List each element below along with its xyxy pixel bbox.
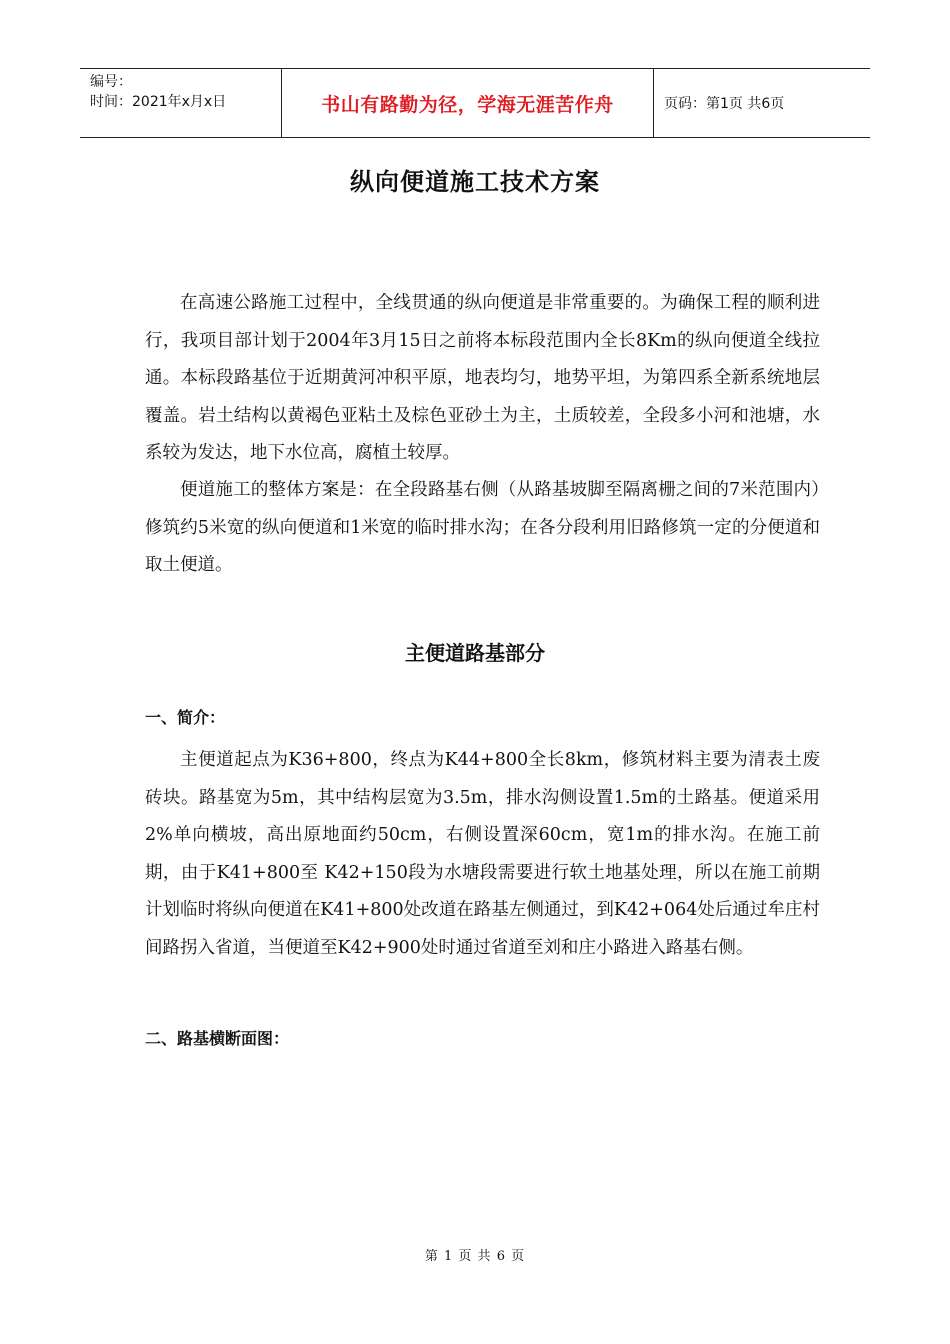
document-title: 纵向便道施工技术方案 bbox=[350, 168, 600, 196]
header-motto-cell bbox=[281, 69, 654, 137]
subheading-intro: 一、简介： bbox=[145, 708, 226, 727]
intro-paragraph-2: 便道施工的整体方案是：在全段路基右侧（从路基坡脚至隔离栅之间的7米范围内）修筑约5米宽的纵向便道和1米宽的临时排水沟；在各分段利用旧路修筑一定的分便道和取土便道。 bbox=[145, 480, 820, 575]
section-title: 主便道路基部分 bbox=[405, 641, 545, 665]
header-motto: 书山有路勤为径，学海无涯苦作舟 bbox=[321, 93, 614, 116]
subheading-cross-section: 二、路基横断面图： bbox=[145, 1029, 290, 1048]
document-number-label: 编号： bbox=[90, 74, 132, 90]
page-header bbox=[80, 68, 870, 138]
section-paragraph: 主便道起点为K36+800，终点为K44+800全长8km，修筑材料主要为清表土废砖块。路基宽为5m，其中结构层宽为3.5m，排水沟侧设置1.5m的土路基。便道采用2%单向横坡，高出原地面约50cm，右侧设置深60cm，宽1m的排水沟。在施工前期，由于K41+800至 K42+150段为水塘段需要进行软土地基处理，所以在施工前期计划临时将纵向便道在K41+800处改道在路基左侧通过，到K42+064处后通过牟庄村间路拐入省道，当便道至K42+900处时通过省道至刘和庄小路进入路基右侧。 bbox=[145, 750, 820, 958]
header-page-info: 页码：第1页 共6页 bbox=[664, 96, 785, 112]
header-meta bbox=[80, 69, 281, 137]
page-footer: 第 1 页 共 6 页 bbox=[424, 1249, 526, 1264]
intro-paragraph-1: 在高速公路施工过程中，全线贯通的纵向便道是非常重要的。为确保工程的顺利进行，我项目部计划于2004年3月15日之前将本标段范围内全长8Km的纵向便道全线拉通。本标段路基位于近期黄河冲积平原，地表均匀，地势平坦，为第四系全新系统地层覆盖。岩土结构以黄褐色亚粘土及棕色亚砂土为主，土质较差，全段多小河和池塘，水系较为发达，地下水位高，腐植土较厚。 bbox=[145, 293, 820, 463]
document-time-label: 时间：2021年x月x日 bbox=[90, 94, 227, 110]
